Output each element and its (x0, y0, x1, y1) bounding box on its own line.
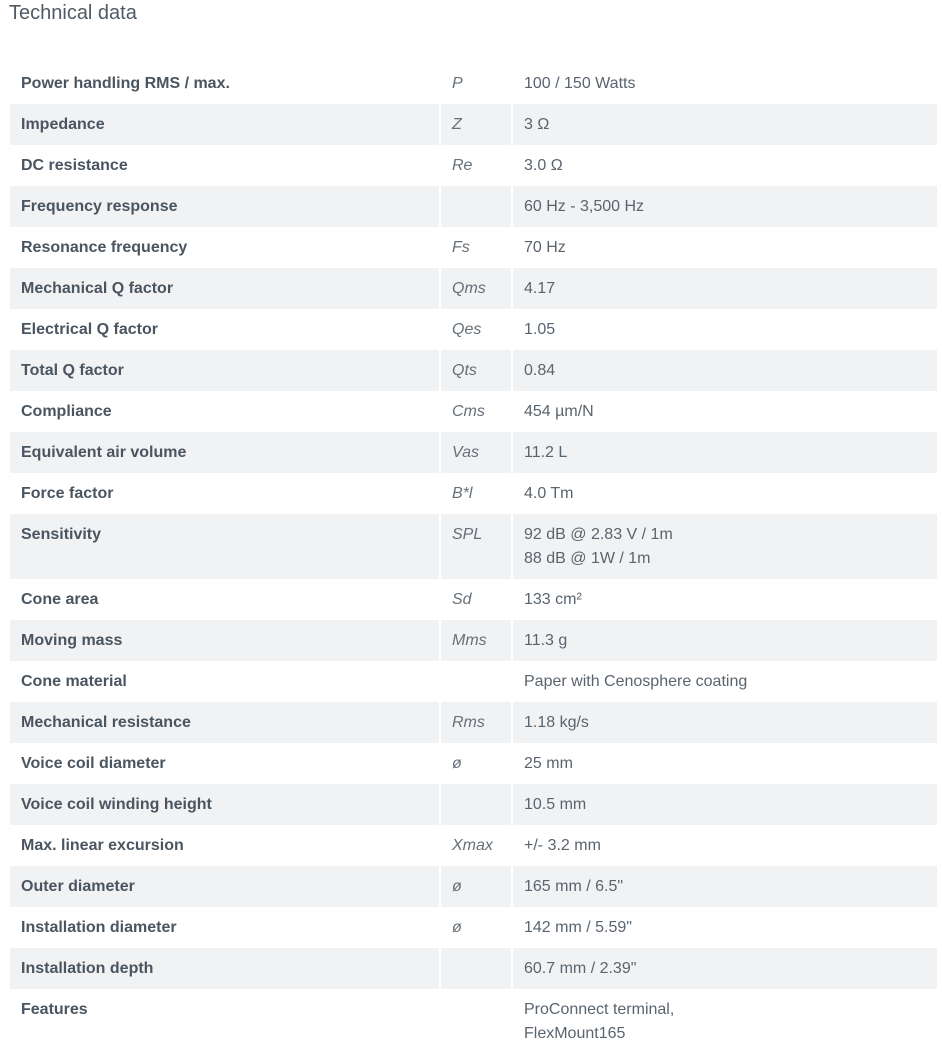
spec-symbol: ø (439, 866, 513, 907)
spec-label: Mechanical Q factor (10, 268, 439, 309)
spec-label: Force factor (21, 485, 114, 502)
spec-value-line: ProConnect terminal, (524, 1001, 675, 1018)
spec-value-line: 0.84 (524, 362, 556, 379)
spec-value-line: 4.0 Tm (524, 485, 574, 502)
spec-value-line: 165 mm / 6.5" (524, 878, 624, 895)
spec-label: Resonance frequency (21, 239, 188, 256)
spec-label: Equivalent air volume (10, 432, 439, 473)
spec-value (513, 661, 937, 702)
spec-symbol: Qms (439, 268, 513, 309)
spec-value-line: 60 Hz - 3,500 Hz (524, 198, 645, 215)
spec-label: Installation diameter (21, 919, 177, 936)
table-row (10, 227, 937, 268)
spec-value-line: 25 mm (524, 755, 573, 772)
table-row (10, 268, 937, 309)
spec-value (513, 104, 937, 145)
table-row (10, 579, 937, 620)
spec-value (513, 825, 937, 866)
spec-symbol: B*l (439, 473, 513, 514)
spec-value (513, 145, 937, 186)
table-row (10, 661, 937, 702)
spec-value (513, 63, 937, 104)
spec-symbol: ø (439, 907, 513, 948)
spec-value (513, 309, 937, 350)
spec-symbol: Re (439, 145, 513, 186)
spec-label: Voice coil diameter (21, 755, 166, 772)
spec-value-line: 3.0 Ω (524, 157, 563, 174)
spec-label: Power handling RMS / max. (21, 75, 230, 92)
spec-symbol: Rms (439, 702, 513, 743)
spec-label: Outer diameter (10, 866, 439, 907)
spec-label: DC resistance (21, 157, 128, 174)
spec-value (513, 391, 937, 432)
spec-symbol (439, 989, 513, 1054)
spec-label: Sensitivity (10, 514, 439, 579)
table-row (10, 104, 937, 145)
spec-value-line: FlexMount165 (524, 1025, 626, 1042)
table-row (10, 948, 937, 989)
spec-symbol: Sd (439, 579, 513, 620)
spec-symbol: Z (439, 104, 513, 145)
spec-symbol: Mms (439, 620, 513, 661)
spec-value-line: 92 dB @ 2.83 V / 1m (524, 526, 673, 543)
table-row (10, 350, 937, 391)
spec-value (513, 866, 937, 907)
technical-data-table (10, 63, 937, 1054)
table-row (10, 702, 937, 743)
spec-value (513, 186, 937, 227)
spec-value-line: 142 mm / 5.59" (524, 919, 632, 936)
spec-label: Installation depth (10, 948, 439, 989)
spec-symbol (439, 784, 513, 825)
spec-value (513, 579, 937, 620)
table-row (10, 514, 937, 579)
table-row (10, 620, 937, 661)
spec-value-line: 133 cm² (524, 591, 582, 608)
table-row (10, 866, 937, 907)
spec-value (513, 948, 937, 989)
table-row (10, 186, 937, 227)
technical-data-table-body (10, 63, 937, 1054)
table-row (10, 391, 937, 432)
spec-value-line: +/- 3.2 mm (524, 837, 601, 854)
spec-symbol: Fs (439, 227, 513, 268)
table-row (10, 309, 937, 350)
spec-label: Moving mass (10, 620, 439, 661)
spec-value (513, 268, 937, 309)
spec-value-line: 11.2 L (524, 444, 568, 461)
spec-value-line: 4.17 (524, 280, 556, 297)
spec-label: Voice coil winding height (10, 784, 439, 825)
spec-symbol (439, 948, 513, 989)
table-row (10, 907, 937, 948)
spec-label: Max. linear excursion (21, 837, 184, 854)
spec-symbol: ø (439, 743, 513, 784)
table-row (10, 989, 937, 1054)
table-row (10, 473, 937, 514)
spec-symbol: P (439, 63, 513, 104)
spec-symbol (439, 186, 513, 227)
table-row (10, 145, 937, 186)
spec-value-line: 100 / 150 Watts (524, 75, 636, 92)
spec-value-line: 60.7 mm / 2.39" (524, 960, 637, 977)
table-row (10, 63, 937, 104)
spec-value-line: 10.5 mm (524, 796, 587, 813)
spec-value (513, 784, 937, 825)
spec-label: Frequency response (10, 186, 439, 227)
spec-value-line: Paper with Cenosphere coating (524, 673, 748, 690)
spec-label: Features (21, 1001, 88, 1018)
spec-symbol: Qts (439, 350, 513, 391)
spec-label: Cone area (21, 591, 99, 608)
page-title: Technical data (9, 2, 137, 24)
spec-symbol (439, 661, 513, 702)
table-row (10, 825, 937, 866)
spec-label: Impedance (10, 104, 439, 145)
spec-value-line: 11.3 g (524, 632, 568, 649)
table-row (10, 784, 937, 825)
spec-label: Total Q factor (10, 350, 439, 391)
spec-value-line: 88 dB @ 1W / 1m (524, 550, 651, 567)
table-row (10, 432, 937, 473)
table-row (10, 743, 937, 784)
spec-value (513, 702, 937, 743)
spec-value (513, 473, 937, 514)
spec-symbol: SPL (439, 514, 513, 579)
spec-value (513, 989, 937, 1054)
spec-symbol: Cms (439, 391, 513, 432)
spec-value (513, 432, 937, 473)
spec-value (513, 620, 937, 661)
spec-value-line: 3 Ω (524, 116, 550, 133)
spec-value-line: 454 µm/N (524, 403, 594, 420)
spec-label: Cone material (21, 673, 127, 690)
spec-value (513, 907, 937, 948)
spec-value-line: 1.05 (524, 321, 556, 338)
spec-symbol: Vas (439, 432, 513, 473)
spec-label: Mechanical resistance (10, 702, 439, 743)
spec-symbol: Qes (439, 309, 513, 350)
spec-symbol: Xmax (439, 825, 513, 866)
spec-value-line: 70 Hz (524, 239, 566, 256)
spec-value-line: 1.18 kg/s (524, 714, 589, 731)
spec-label: Electrical Q factor (21, 321, 158, 338)
spec-value (513, 227, 937, 268)
spec-label: Compliance (21, 403, 112, 420)
spec-value (513, 743, 937, 784)
spec-value (513, 350, 937, 391)
spec-value (513, 514, 937, 579)
